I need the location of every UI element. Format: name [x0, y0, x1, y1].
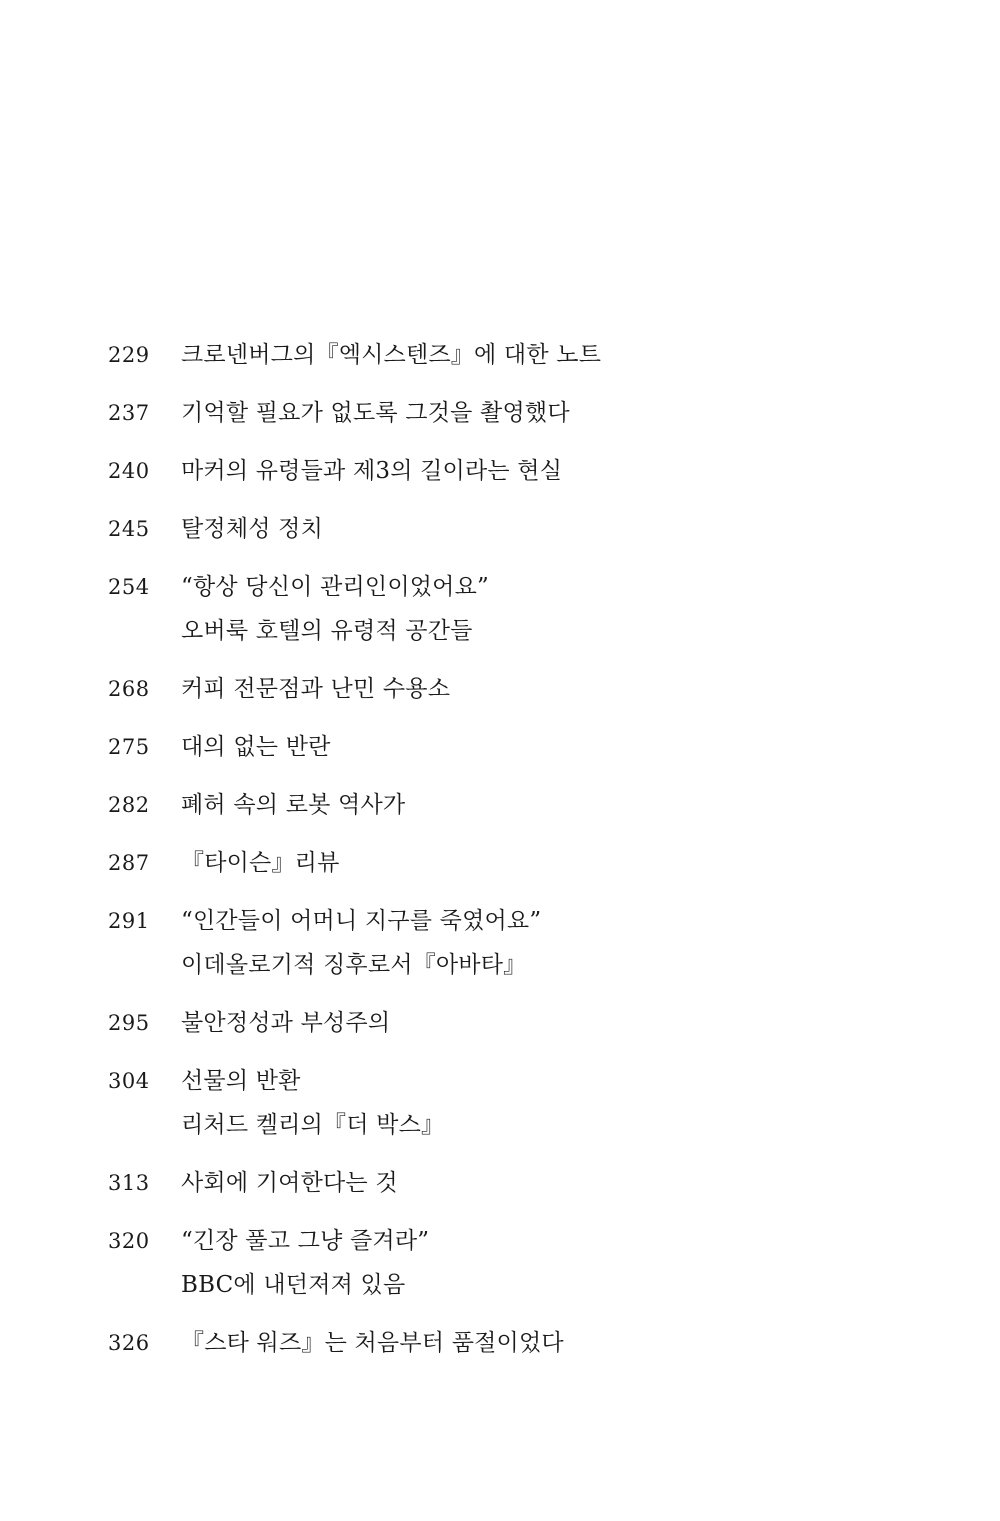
entry-title: [181, 1001, 968, 1045]
page-number: 320: [108, 1229, 150, 1253]
toc-entry: [108, 1219, 968, 1307]
title-line: 『타이슨』리뷰: [181, 850, 340, 876]
page-number: 326: [108, 1331, 150, 1355]
title-line: “인간들이 어머니 지구를 죽였어요”: [181, 908, 542, 934]
subtitle-line: 이데올로기적 징후로서『아바타』: [181, 952, 527, 978]
subtitle-line: BBC에 내던져져 있음: [181, 1272, 406, 1298]
toc-entry: [108, 1161, 968, 1205]
title-line: 기억할 필요가 없도록 그것을 촬영했다: [181, 400, 570, 426]
page-number: 268: [108, 677, 150, 701]
page-number: 229: [108, 343, 150, 367]
table-of-contents: [108, 333, 968, 1379]
entry-title: [181, 667, 968, 711]
toc-entry: [108, 899, 968, 987]
entry-title: [181, 333, 968, 377]
toc-entry: [108, 507, 968, 551]
entry-title: [181, 391, 968, 435]
title-line: 탈정체성 정치: [181, 516, 324, 542]
page-number: 275: [108, 735, 150, 759]
title-line: 마커의 유령들과 제3의 길이라는 현실: [181, 458, 563, 484]
title-line: “항상 당신이 관리인이었어요”: [181, 574, 489, 600]
title-line: 선물의 반환: [181, 1068, 301, 1094]
entry-title: [181, 507, 968, 551]
entry-title: [181, 1161, 968, 1205]
page-number: 287: [108, 851, 150, 875]
entry-title: [181, 1321, 968, 1365]
toc-entry: [108, 449, 968, 493]
entry-title: [181, 899, 968, 987]
title-line: 폐허 속의 로봇 역사가: [181, 792, 406, 818]
title-line: 『스타 워즈』는 처음부터 품절이었다: [181, 1330, 564, 1356]
page-number: 282: [108, 793, 150, 817]
entry-title: [181, 449, 968, 493]
subtitle-line: 리처드 켈리의『더 박스』: [181, 1112, 445, 1138]
toc-entry: [108, 1001, 968, 1045]
title-line: 불안정성과 부성주의: [181, 1010, 391, 1036]
page-number: 313: [108, 1171, 150, 1195]
entry-title: [181, 565, 968, 653]
toc-entry: [108, 1059, 968, 1147]
toc-entry: [108, 725, 968, 769]
page-number: 237: [108, 401, 150, 425]
toc-entry: [108, 391, 968, 435]
toc-entry: [108, 841, 968, 885]
entry-title: [181, 725, 968, 769]
page-number: 291: [108, 909, 150, 933]
page-number: 240: [108, 459, 150, 483]
toc-entry: [108, 1321, 968, 1365]
page-number: 254: [108, 575, 150, 599]
subtitle-line: 오버룩 호텔의 유령적 공간들: [181, 618, 473, 644]
toc-entry: [108, 667, 968, 711]
toc-entry: [108, 565, 968, 653]
page-number: 245: [108, 517, 150, 541]
title-line: “긴장 풀고 그냥 즐겨라”: [181, 1228, 430, 1254]
title-line: 대의 없는 반란: [181, 734, 331, 760]
toc-entry: [108, 333, 968, 377]
entry-title: [181, 783, 968, 827]
title-line: 커피 전문점과 난민 수용소: [181, 676, 451, 702]
page-number: 295: [108, 1011, 150, 1035]
title-line: 크로넨버그의『엑시스텐즈』에 대한 노트: [181, 342, 602, 368]
page-number: 304: [108, 1069, 150, 1093]
title-line: 사회에 기여한다는 것: [181, 1170, 398, 1196]
toc-entry: [108, 783, 968, 827]
entry-title: [181, 841, 968, 885]
entry-title: [181, 1219, 968, 1307]
entry-title: [181, 1059, 968, 1147]
